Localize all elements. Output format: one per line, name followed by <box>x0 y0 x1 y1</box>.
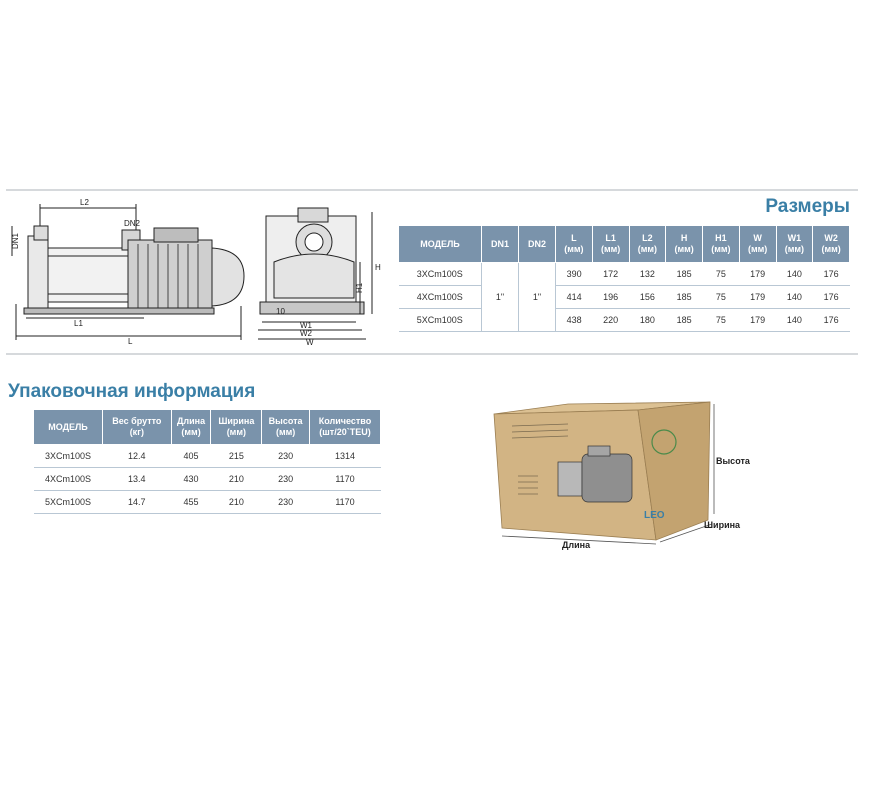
cell-l1: 196 <box>592 286 629 309</box>
table-row <box>34 468 381 491</box>
header-w: W (мм) <box>739 226 776 263</box>
header-quantity: Количество (шт/20`TEU) <box>310 410 381 445</box>
cell-weight: 12.4 <box>103 445 172 468</box>
carton-box-image <box>488 392 718 552</box>
cell-w: 179 <box>739 309 776 332</box>
box-width-label: Ширина <box>704 520 741 530</box>
pump-side-drawing <box>4 196 254 346</box>
label-w2: W2 <box>300 329 312 338</box>
packing-header-row <box>34 410 381 445</box>
cell-model: 5XCm100S <box>399 309 482 332</box>
cell-width: 210 <box>211 491 262 514</box>
cell-length: 405 <box>171 445 211 468</box>
cell-l: 414 <box>556 286 593 309</box>
cell-w1: 140 <box>776 286 813 309</box>
cell-l: 438 <box>556 309 593 332</box>
cell-l2: 156 <box>629 286 666 309</box>
sizes-header-row <box>399 226 850 263</box>
cell-length: 455 <box>171 491 211 514</box>
cell-h1: 75 <box>703 286 740 309</box>
pump-front-drawing <box>256 206 386 346</box>
cell-quantity: 1170 <box>310 491 381 514</box>
cell-model: 4XCm100S <box>399 286 482 309</box>
cell-quantity: 1314 <box>310 445 381 468</box>
packing-title: Упаковочная информация <box>8 381 256 402</box>
cell-model: 5XCm100S <box>34 491 103 514</box>
cell-height: 230 <box>262 468 310 491</box>
cell-h: 185 <box>666 286 703 309</box>
header-w2: W2 (мм) <box>813 226 850 263</box>
label-h: H <box>375 263 381 272</box>
box-length-label: Длина <box>562 540 591 550</box>
sizes-table <box>398 225 850 332</box>
cell-h1: 75 <box>703 263 740 286</box>
cell-quantity: 1170 <box>310 468 381 491</box>
middle-divider <box>6 353 858 355</box>
header-w1: W1 (мм) <box>776 226 813 263</box>
label-dn1: DN1 <box>11 232 20 249</box>
cell-w: 179 <box>739 286 776 309</box>
box-height-label: Высота <box>716 456 750 466</box>
cell-model: 3XCm100S <box>399 263 482 286</box>
cell-dn2: 1" <box>519 263 556 332</box>
header-width: Ширина (мм) <box>211 410 262 445</box>
cell-w2: 176 <box>813 309 850 332</box>
cell-h1: 75 <box>703 309 740 332</box>
cell-w2: 176 <box>813 286 850 309</box>
label-l: L <box>128 337 133 346</box>
cell-w2: 176 <box>813 263 850 286</box>
cell-w1: 140 <box>776 309 813 332</box>
header-l: L (мм) <box>556 226 593 263</box>
cell-l: 390 <box>556 263 593 286</box>
table-row <box>34 491 381 514</box>
label-dn2: DN2 <box>124 219 141 228</box>
table-row <box>34 445 381 468</box>
cell-l2: 180 <box>629 309 666 332</box>
label-10: 10 <box>276 307 285 316</box>
label-h1: H1 <box>355 282 364 293</box>
cell-w1: 140 <box>776 263 813 286</box>
table-row <box>399 263 850 286</box>
box-logo: LEO <box>644 510 665 521</box>
top-divider <box>6 189 858 191</box>
header-l2: L2 (мм) <box>629 226 666 263</box>
packing-table <box>33 409 381 514</box>
cell-width: 210 <box>211 468 262 491</box>
header-l1: L1 (мм) <box>592 226 629 263</box>
cell-w: 179 <box>739 263 776 286</box>
header-length: Длина (мм) <box>171 410 211 445</box>
cell-height: 230 <box>262 491 310 514</box>
header-model: МОДЕЛЬ <box>34 410 103 445</box>
cell-height: 230 <box>262 445 310 468</box>
header-dn2: DN2 <box>519 226 556 263</box>
cell-dn1: 1" <box>482 263 519 332</box>
cell-h: 185 <box>666 263 703 286</box>
label-l1: L1 <box>74 319 83 328</box>
table-row <box>399 286 850 309</box>
header-model: МОДЕЛЬ <box>399 226 482 263</box>
cell-l1: 172 <box>592 263 629 286</box>
header-h: H (мм) <box>666 226 703 263</box>
table-row <box>399 309 850 332</box>
cell-model: 4XCm100S <box>34 468 103 491</box>
label-w1: W1 <box>300 321 312 330</box>
header-h1: H1 (мм) <box>703 226 740 263</box>
cell-weight: 13.4 <box>103 468 172 491</box>
header-weight: Вес брутто (кг) <box>103 410 172 445</box>
cell-l1: 220 <box>592 309 629 332</box>
label-w: W <box>306 338 314 346</box>
header-height: Высота (мм) <box>262 410 310 445</box>
cell-weight: 14.7 <box>103 491 172 514</box>
label-l2: L2 <box>80 198 89 207</box>
sizes-title: Размеры <box>765 196 850 217</box>
cell-model: 3XCm100S <box>34 445 103 468</box>
cell-h: 185 <box>666 309 703 332</box>
cell-length: 430 <box>171 468 211 491</box>
cell-width: 215 <box>211 445 262 468</box>
cell-l2: 132 <box>629 263 666 286</box>
header-dn1: DN1 <box>482 226 519 263</box>
